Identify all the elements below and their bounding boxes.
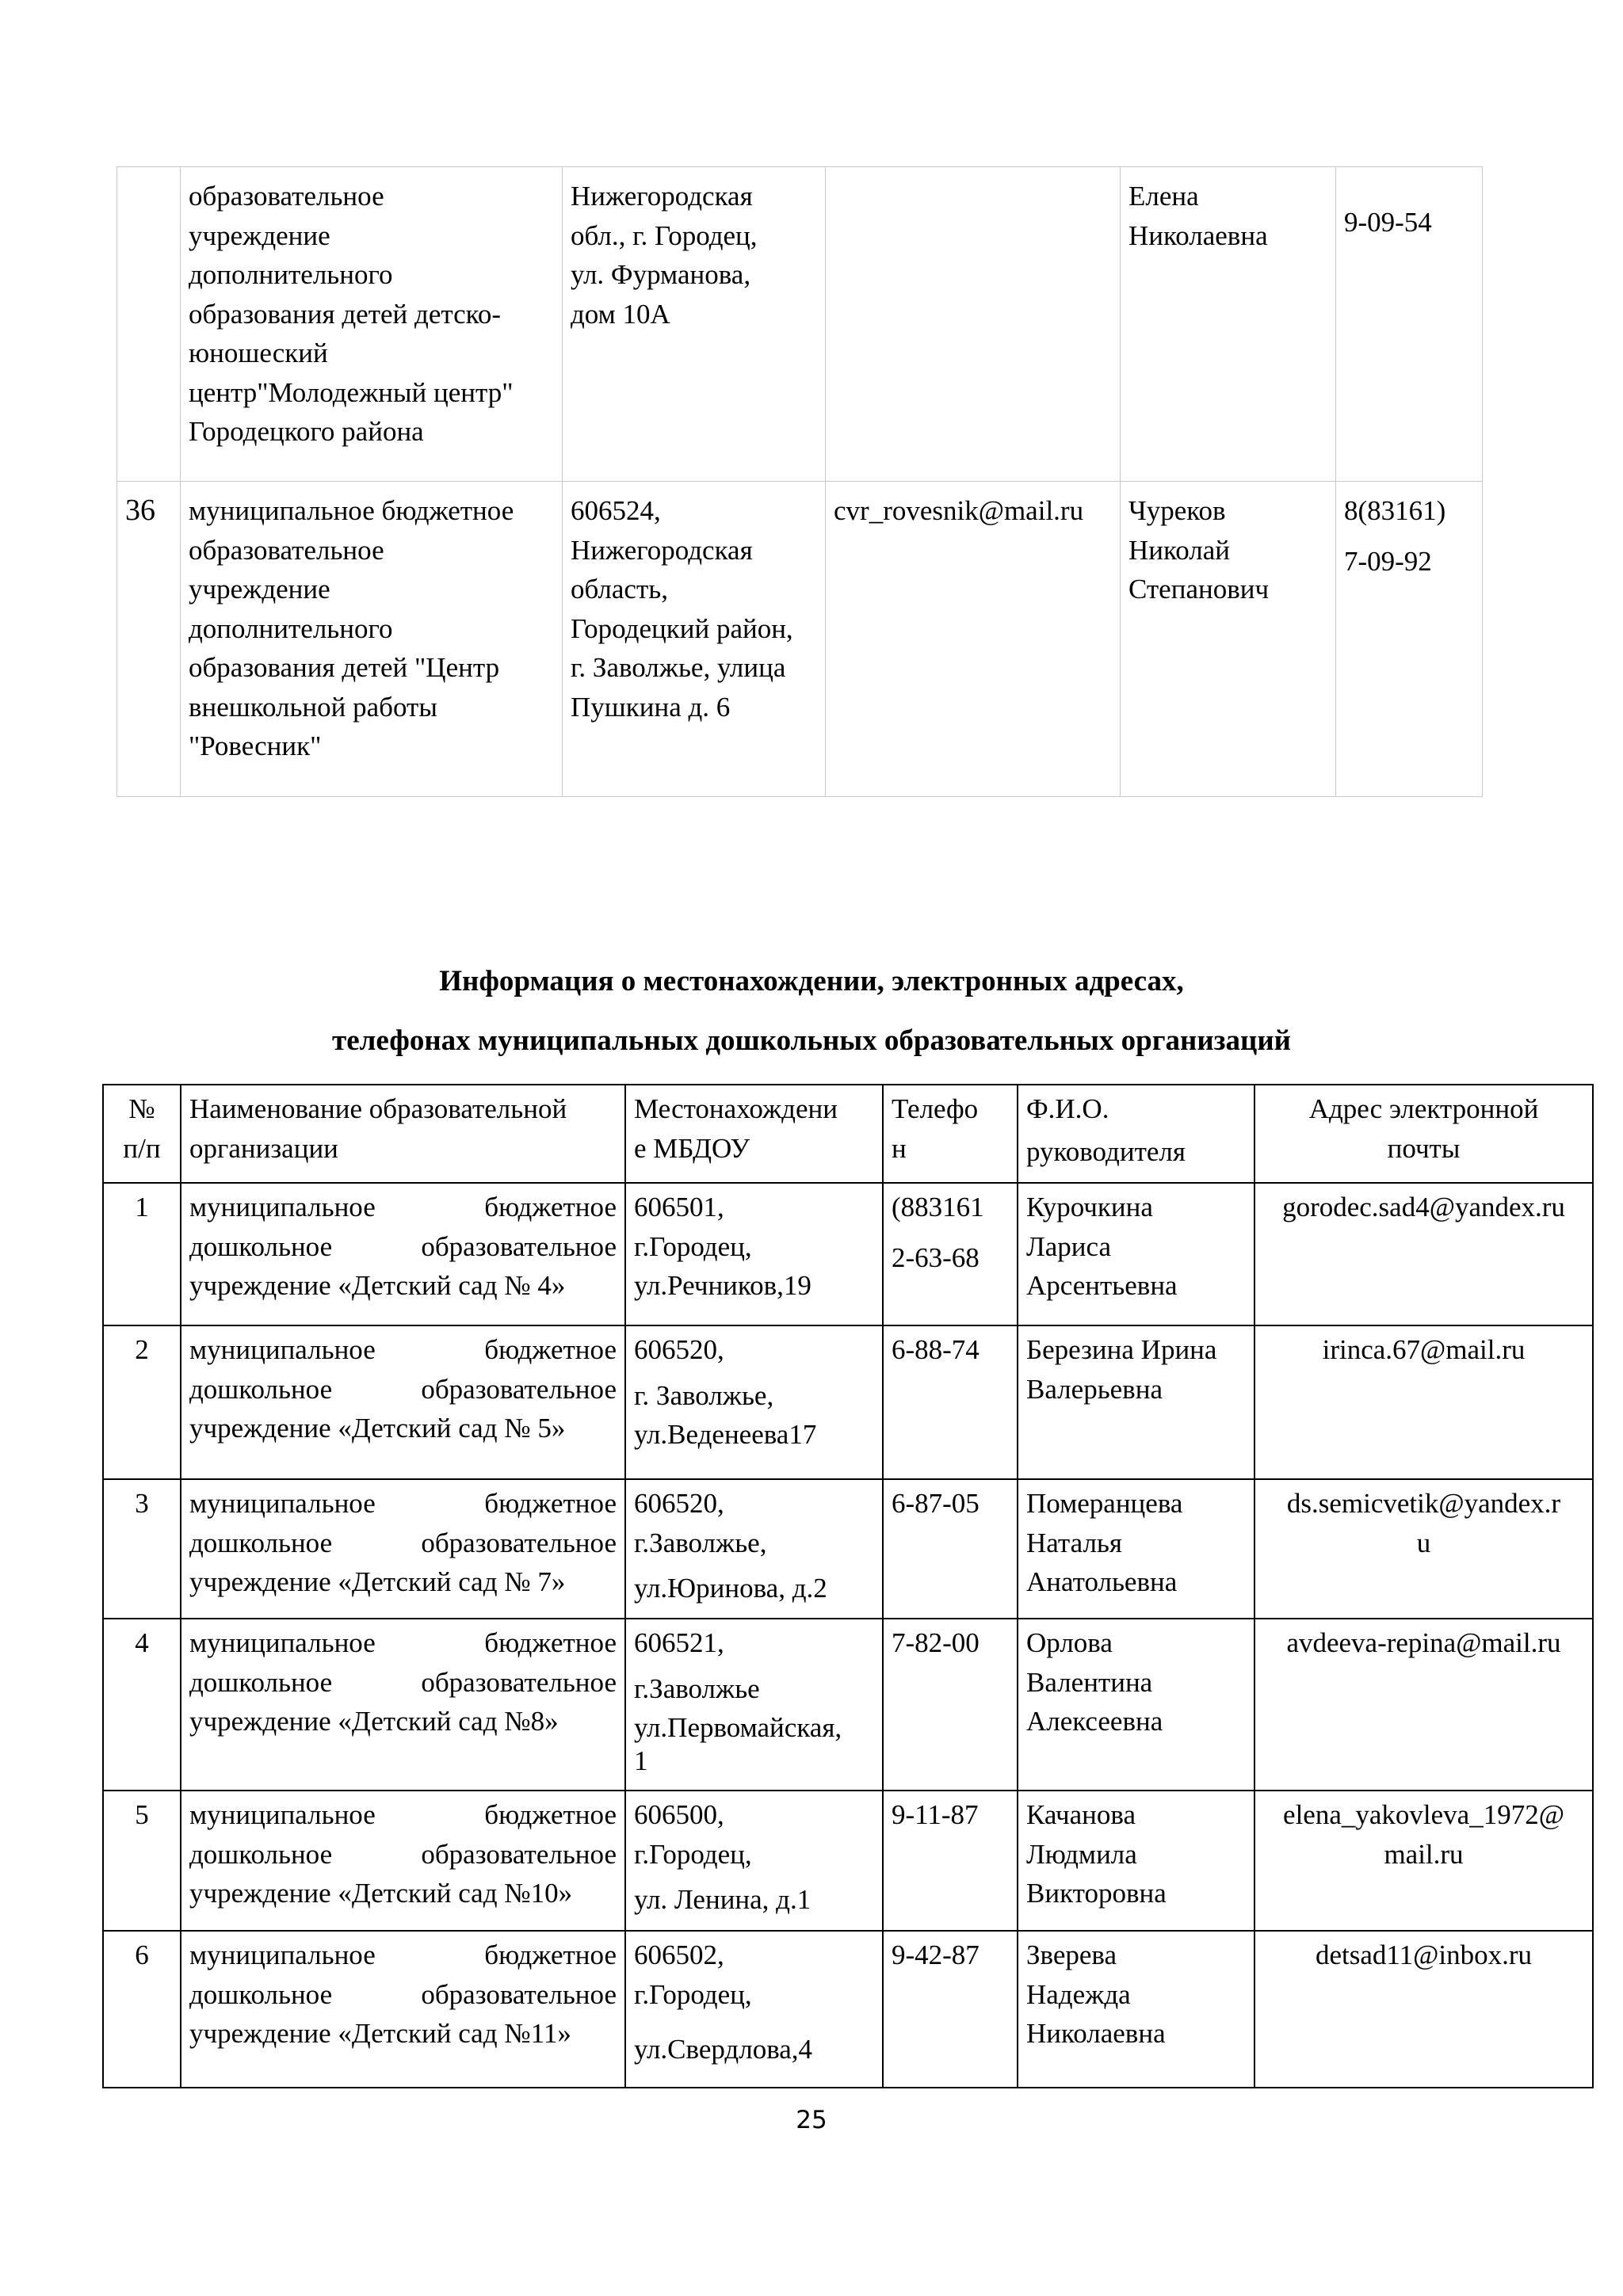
- text-line: учреждение: [189, 574, 330, 605]
- text-line: Ф.И.О.: [1026, 1093, 1109, 1124]
- text-line: почты: [1387, 1132, 1461, 1164]
- text-line: Курочкина: [1026, 1192, 1153, 1222]
- text-line: учреждение «Детский сад № 4»: [189, 1270, 566, 1301]
- text-line: 606524,: [571, 495, 661, 526]
- text-line: Нижегородская: [571, 181, 753, 212]
- text-line: 606521,: [634, 1627, 724, 1658]
- text-line: 8(83161): [1344, 495, 1446, 526]
- header-number: [103, 1085, 181, 1183]
- text-line: 2-63-68: [892, 1241, 980, 1273]
- text-line: Чуреков: [1128, 495, 1226, 526]
- text-line: Валерьевна: [1026, 1373, 1163, 1405]
- text-line: учреждение «Детский сад № 7»: [189, 1566, 566, 1597]
- text-line: 7-82-00: [892, 1627, 980, 1658]
- organization-name-cell: [181, 1619, 625, 1791]
- text-line: дошкольное образовательное: [189, 1838, 617, 1870]
- text-line: ул.Свердлова,4: [634, 2034, 813, 2065]
- text-line: ул.Веденеева17: [634, 1419, 817, 1450]
- text-line: 606520,: [634, 1488, 724, 1519]
- row-number-cell: 1: [103, 1183, 181, 1325]
- section-heading-line-1: Информация о местонахождении, электронных адресах,: [439, 965, 1184, 997]
- table-row: [103, 1619, 1593, 1791]
- location-cell: [625, 1619, 883, 1791]
- table-row: [103, 1791, 1593, 1931]
- text-line: Николаевна: [1128, 219, 1268, 251]
- text-line: avdeeva-repina@mail.ru: [1286, 1627, 1561, 1658]
- text-line: образовательное: [189, 181, 384, 212]
- text-line: Лариса: [1026, 1230, 1111, 1262]
- text-line: Нижегородская: [571, 534, 753, 566]
- text-line: ул. Ленина, д.1: [634, 1884, 812, 1915]
- text-line: руководителя: [1026, 1135, 1186, 1167]
- text-line: внешкольной работы: [189, 691, 437, 723]
- organization-name-cell: [181, 167, 563, 482]
- phone-cell: [1336, 482, 1483, 797]
- email-cell: [1254, 1479, 1593, 1619]
- text-line: е МБДОУ: [634, 1132, 750, 1164]
- text-line: дошкольное образовательное: [189, 1527, 617, 1558]
- location-cell: [625, 1791, 883, 1931]
- head-name-cell: [1018, 1325, 1254, 1479]
- head-name-cell: [1018, 1619, 1254, 1791]
- text-line: учреждение «Детский сад №11»: [189, 2018, 571, 2049]
- text-line: дошкольное образовательное: [189, 1230, 617, 1262]
- head-name-cell: [1018, 1931, 1254, 2088]
- text-line: Анатольевна: [1026, 1566, 1178, 1597]
- row-number-cell: [117, 167, 181, 482]
- row-number-cell: 4: [103, 1619, 181, 1791]
- text-line: муниципальное бюджетное: [189, 1334, 617, 1365]
- row-number-cell: 2: [103, 1325, 181, 1479]
- row-number: 36: [125, 494, 155, 527]
- text-line: Наименование образовательной: [189, 1093, 567, 1124]
- text-line: муниципальное бюджетное: [189, 1627, 617, 1658]
- location-cell: [625, 1931, 883, 2088]
- head-name-cell: [1018, 1183, 1254, 1325]
- section-heading-line-2: телефонах муниципальных дошкольных образовательных организаций: [332, 1024, 1291, 1057]
- row-number-cell: [117, 482, 181, 797]
- address-cell: [563, 167, 826, 482]
- head-name-cell: [1121, 167, 1336, 482]
- row-number-cell: 5: [103, 1791, 181, 1931]
- head-name-cell: [1121, 482, 1336, 797]
- text-line: дополнительного: [189, 612, 393, 644]
- email-cell: [1254, 1931, 1593, 2088]
- email-cell: [1254, 1325, 1593, 1479]
- upper-table: [116, 166, 1483, 797]
- text-line: Алексеевна: [1026, 1706, 1163, 1737]
- text-line: Пушкина д. 6: [571, 691, 731, 723]
- text-line: elena_yakovleva_1972@: [1283, 1799, 1564, 1830]
- text-line: муниципальное бюджетное: [189, 495, 514, 526]
- table-row: [117, 482, 1483, 797]
- phone-cell: [883, 1791, 1018, 1931]
- phone-cell: [883, 1183, 1018, 1325]
- text-line: 606500,: [634, 1799, 724, 1830]
- table-row: [103, 1325, 1593, 1479]
- text-line: н: [892, 1132, 907, 1164]
- location-cell: [625, 1325, 883, 1479]
- text-line: Наталья: [1026, 1527, 1122, 1558]
- header-phone: [883, 1085, 1018, 1183]
- location-cell: [625, 1479, 883, 1619]
- text-line: организации: [189, 1132, 338, 1164]
- email-cell: cvr_rovesnik@mail.ru: [826, 482, 1121, 797]
- email-cell: [1254, 1619, 1593, 1791]
- table-header-row: [103, 1085, 1593, 1183]
- text-line: №: [128, 1093, 155, 1124]
- text-line: u: [1416, 1527, 1431, 1558]
- text-line: г.Городец,: [634, 1838, 752, 1870]
- text-line: учреждение «Детский сад №10»: [189, 1878, 573, 1909]
- head-name-cell: [1018, 1791, 1254, 1931]
- text-line: Николай: [1128, 534, 1231, 566]
- text-line: 606501,: [634, 1192, 724, 1222]
- text-line: Городецкого района: [189, 416, 424, 447]
- organization-name-cell: [181, 1325, 625, 1479]
- text-line: г.Городец,: [634, 1230, 752, 1262]
- text-line: Орлова: [1026, 1627, 1113, 1658]
- text-line: ул.Речников,19: [634, 1270, 812, 1301]
- text-line: Городецкий район,: [571, 612, 793, 644]
- text-line: Березина Ирина: [1026, 1334, 1217, 1365]
- text-line: 6-88-74: [892, 1334, 980, 1365]
- text-line: дошкольное образовательное: [189, 1978, 617, 2010]
- header-head-name: [1018, 1085, 1254, 1183]
- text-line: юношеский: [189, 338, 328, 368]
- row-number-cell: 3: [103, 1479, 181, 1619]
- text-line: Телефо: [892, 1093, 979, 1124]
- text-line: Елена: [1128, 181, 1199, 212]
- text-line: 6-87-05: [892, 1488, 980, 1519]
- phone-cell: [883, 1931, 1018, 2088]
- text-line: irinca.67@mail.ru: [1322, 1334, 1526, 1365]
- text-line: г. Заволжье,: [634, 1379, 774, 1411]
- page-number: 25: [796, 2106, 827, 2134]
- text-line: Арсентьевна: [1026, 1270, 1178, 1301]
- text-line: муниципальное бюджетное: [189, 1192, 617, 1222]
- text-line: 1: [634, 1745, 648, 1776]
- text-line: 7-09-92: [1344, 545, 1432, 577]
- text-line: ул.Юринова, д.2: [634, 1573, 827, 1604]
- text-line: 9-42-87: [892, 1939, 980, 1970]
- phone-cell: [1336, 167, 1483, 482]
- text-line: обл., г. Городец,: [571, 219, 758, 251]
- table-row: [103, 1479, 1593, 1619]
- text-line: п/п: [123, 1132, 161, 1164]
- text-line: Степанович: [1128, 574, 1270, 605]
- text-line: ул.Первомайская,: [634, 1712, 842, 1743]
- text-line: муниципальное бюджетное: [189, 1939, 617, 1970]
- head-name-cell: [1018, 1479, 1254, 1619]
- text-line: муниципальное бюджетное: [189, 1488, 617, 1519]
- text-line: Померанцева: [1026, 1488, 1183, 1519]
- email-cell: [1254, 1791, 1593, 1931]
- header-organization-name: [181, 1085, 625, 1183]
- header-location: [625, 1085, 883, 1183]
- phone-cell: [883, 1619, 1018, 1791]
- text-line: г. Заволжье, улица: [571, 652, 786, 683]
- text-line: г.Заволжье,: [634, 1527, 767, 1558]
- text-line: область,: [571, 574, 668, 605]
- organization-name-cell: [181, 1183, 625, 1325]
- text-line: "Ровесник": [189, 730, 322, 761]
- text-line: г.Заволжье: [634, 1672, 760, 1704]
- text-line: Местонахождени: [634, 1093, 838, 1124]
- text-line: учреждение: [189, 219, 330, 251]
- text-line: муниципальное бюджетное: [189, 1799, 617, 1830]
- organization-name-cell: [181, 1791, 625, 1931]
- text-line: центр"Молодежный центр": [189, 376, 514, 408]
- text-line: 606502,: [634, 1939, 724, 1970]
- text-line: Надежда: [1026, 1978, 1131, 2010]
- text-line: 606520,: [634, 1334, 724, 1365]
- header-email: [1254, 1085, 1593, 1183]
- text-line: образования детей "Центр: [189, 652, 500, 683]
- text-line: дошкольное образовательное: [189, 1373, 617, 1405]
- location-cell: [625, 1183, 883, 1325]
- text-line: дошкольное образовательное: [189, 1666, 617, 1698]
- text-line: Качанова: [1026, 1799, 1136, 1830]
- text-line: 9-09-54: [1344, 207, 1432, 238]
- preschool-organizations-table: [102, 1084, 1594, 2088]
- text-line: Адрес электронной: [1308, 1093, 1539, 1124]
- text-line: Зверева: [1026, 1939, 1117, 1970]
- text-line: Валентина: [1026, 1666, 1153, 1698]
- organization-name-cell: [181, 1931, 625, 2088]
- text-line: (883161: [892, 1192, 984, 1222]
- text-line: дополнительного: [189, 259, 393, 290]
- table-row: [103, 1931, 1593, 2088]
- organization-name-cell: [181, 1479, 625, 1619]
- text-line: detsad11@inbox.ru: [1316, 1939, 1532, 1970]
- text-line: образовательное: [189, 534, 384, 566]
- text-line: ул. Фурманова,: [571, 259, 751, 290]
- text-line: учреждение «Детский сад №8»: [189, 1706, 559, 1737]
- email-cell: [826, 167, 1121, 482]
- text-line: ds.semicvetik@yandex.r: [1286, 1488, 1561, 1519]
- text-line: дом 10А: [571, 298, 670, 330]
- text-line: gorodec.sad4@yandex.ru: [1282, 1192, 1565, 1222]
- table-row: [117, 167, 1483, 482]
- text-line: 9-11-87: [892, 1799, 979, 1830]
- row-number-cell: 6: [103, 1931, 181, 2088]
- text-line: Людмила: [1026, 1838, 1137, 1870]
- text-line: mail.ru: [1384, 1838, 1464, 1870]
- phone-cell: [883, 1479, 1018, 1619]
- text-line: учреждение «Детский сад № 5»: [189, 1413, 566, 1444]
- text-line: Николаевна: [1026, 2018, 1166, 2049]
- text-line: г.Городец,: [634, 1978, 752, 2010]
- address-cell: [563, 482, 826, 797]
- organization-name-cell: [181, 482, 563, 797]
- table-row: [103, 1183, 1593, 1325]
- text-line: образования детей детско-: [189, 298, 502, 330]
- email-cell: [1254, 1183, 1593, 1325]
- text-line: Викторовна: [1026, 1878, 1167, 1909]
- phone-cell: [883, 1325, 1018, 1479]
